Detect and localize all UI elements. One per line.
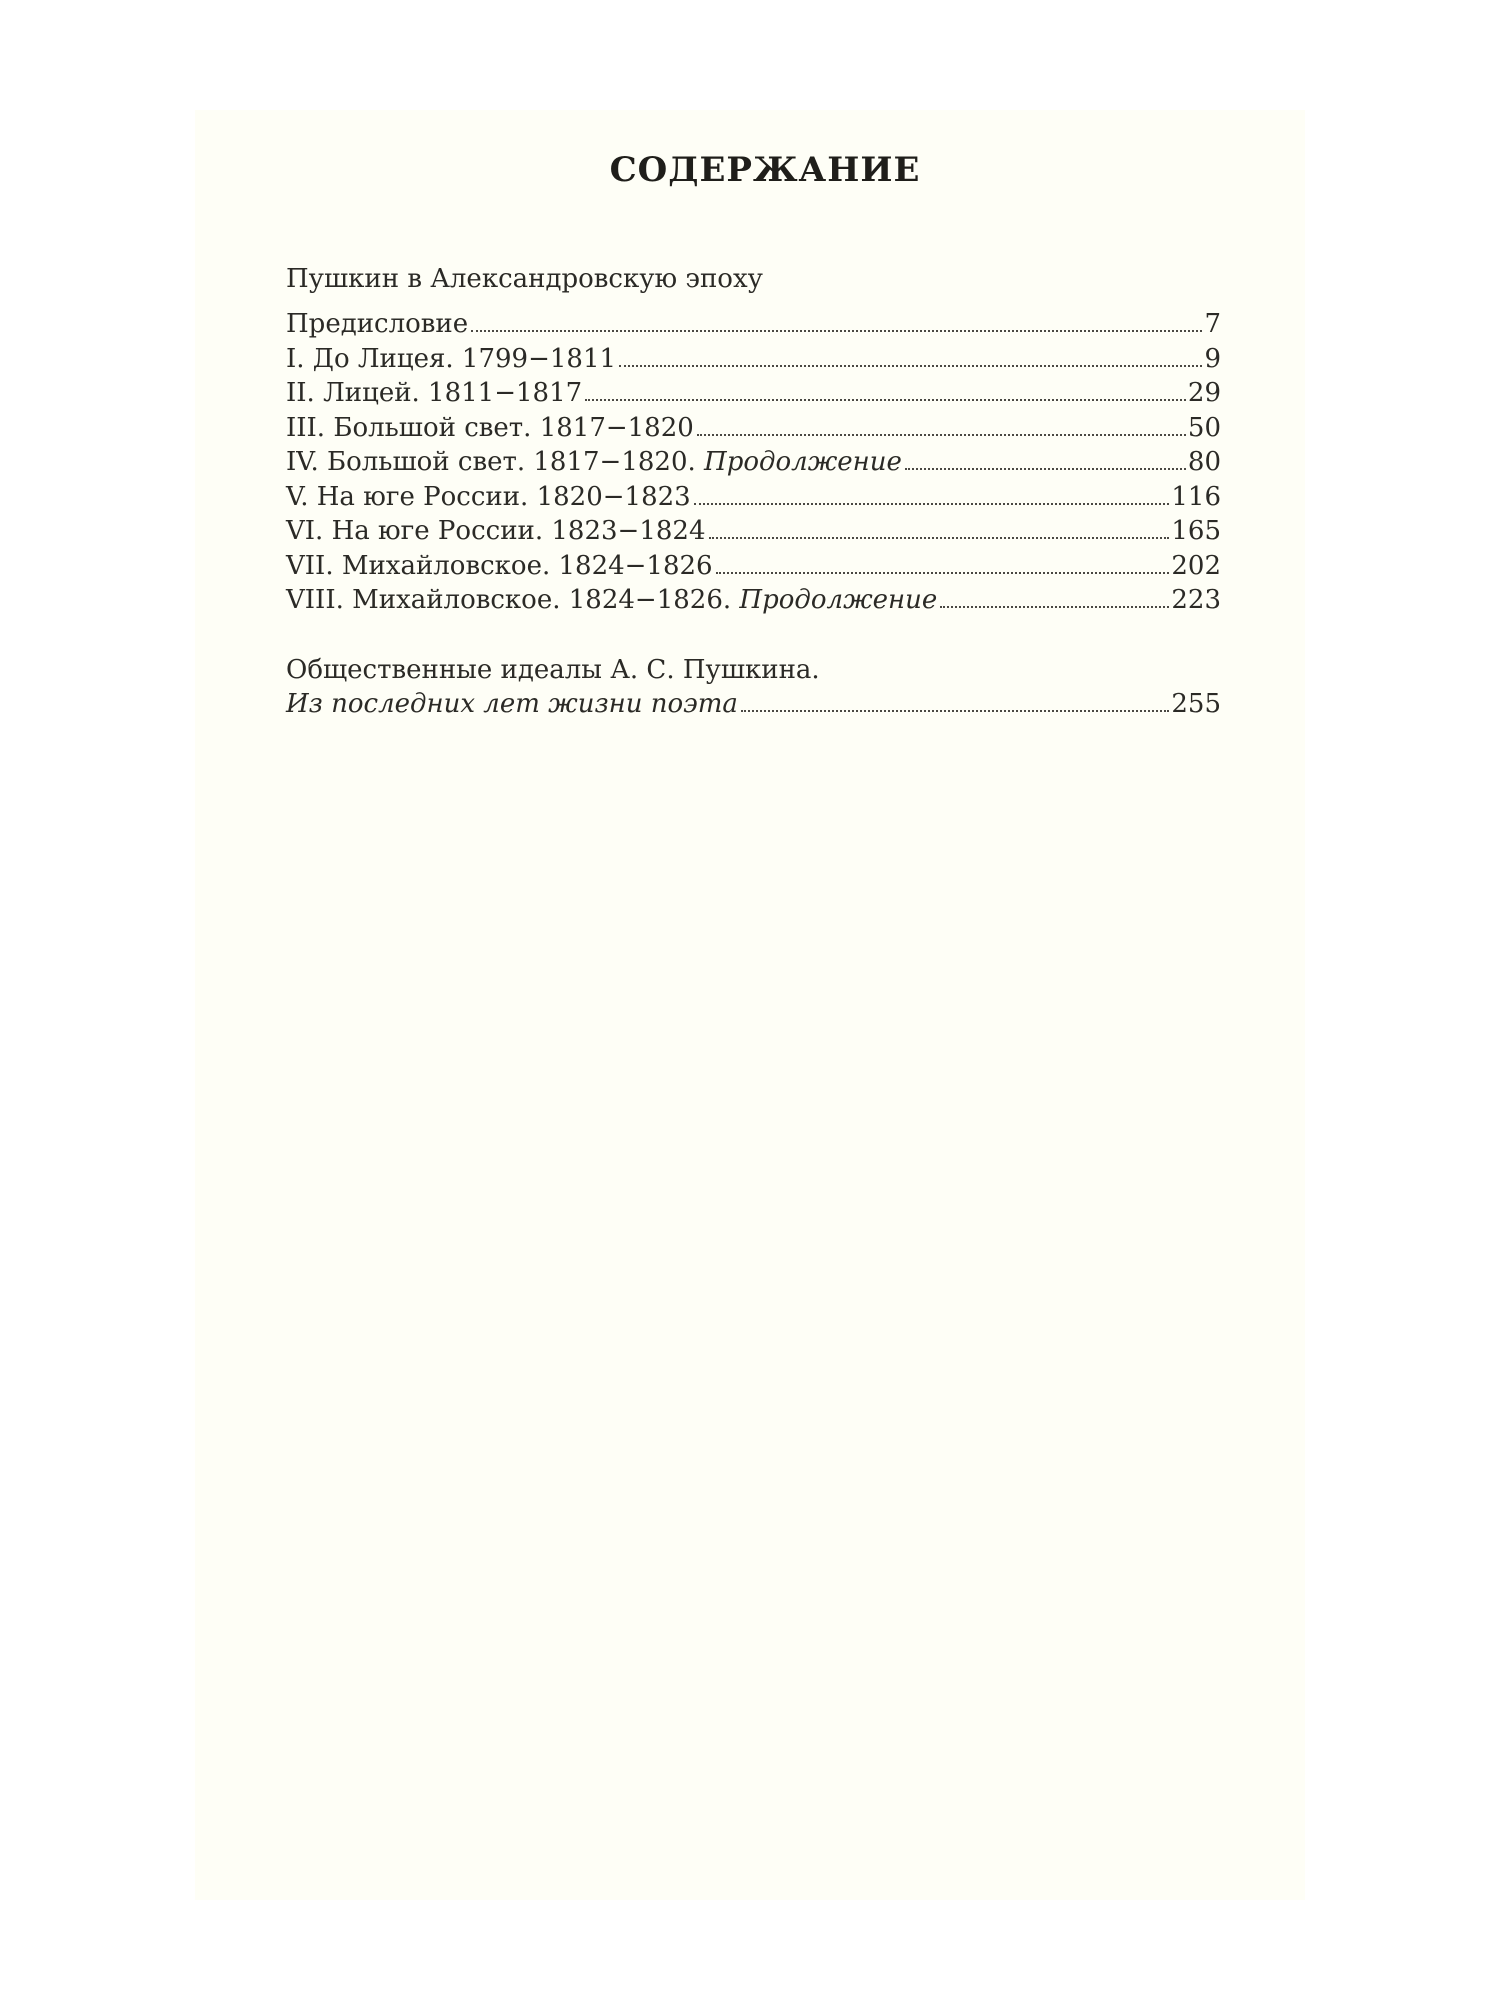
toc-entry-label: III. Большой свет. 1817−1820 bbox=[286, 412, 694, 443]
toc-entry-page: 202 bbox=[1171, 550, 1221, 581]
dot-leader bbox=[905, 468, 1186, 470]
table-of-contents bbox=[286, 262, 1221, 721]
toc-entry-label: I. До Лицея. 1799−1811 bbox=[286, 343, 617, 374]
toc-entry-label: Предисловие bbox=[286, 309, 469, 339]
toc-entry-label: VIII. Михайловское. 1824−1826. Продолжение bbox=[286, 585, 938, 615]
toc-entry-chapter-3[interactable] bbox=[286, 411, 1221, 446]
dot-leader bbox=[471, 330, 1202, 332]
toc-entry-chapter-5[interactable] bbox=[286, 480, 1221, 515]
toc-entry-label: IV. Большой свет. 1817−1820. Продолжение bbox=[286, 447, 902, 477]
dot-leader bbox=[697, 434, 1186, 436]
toc-entry-chapter-2[interactable] bbox=[286, 376, 1221, 411]
toc-entry-chapter-7[interactable] bbox=[286, 549, 1221, 584]
toc-entry-label: VII. Михайловское. 1824−1826 bbox=[286, 550, 713, 581]
toc-entry-label: II. Лицей. 1811−1817 bbox=[286, 378, 583, 408]
dot-leader bbox=[741, 710, 1169, 712]
toc-entry-label: V. На юге России. 1820−1823 bbox=[286, 481, 691, 512]
dot-leader bbox=[619, 365, 1202, 367]
toc-entry-chapter-1[interactable] bbox=[286, 342, 1221, 377]
toc-entry-page: 50 bbox=[1187, 412, 1221, 443]
dot-leader bbox=[716, 572, 1170, 574]
toc-entry-essay[interactable] bbox=[286, 687, 1221, 722]
toc-entry-label: Из последних лет жизни поэта bbox=[286, 688, 738, 719]
toc-entry-page: 9 bbox=[1204, 343, 1221, 374]
toc-entry-page: 223 bbox=[1171, 585, 1221, 615]
section-heading: Пушкин в Александровскую эпоху bbox=[286, 264, 763, 294]
toc-entry-page: 165 bbox=[1171, 516, 1221, 546]
toc-entry-page: 255 bbox=[1171, 688, 1221, 719]
dot-leader bbox=[585, 399, 1186, 401]
toc-entry-chapter-6[interactable] bbox=[286, 514, 1221, 549]
toc-entry-label: VI. На юге России. 1823−1824 bbox=[286, 516, 706, 546]
toc-entry-page: 80 bbox=[1187, 447, 1221, 477]
document-page bbox=[195, 110, 1305, 1900]
dot-leader bbox=[709, 537, 1170, 539]
toc-entry-chapter-4[interactable] bbox=[286, 445, 1221, 480]
toc-entry-page: 116 bbox=[1171, 481, 1221, 512]
toc-entry-page: 7 bbox=[1204, 309, 1221, 339]
dot-leader bbox=[694, 503, 1170, 505]
toc-entry-page: 29 bbox=[1187, 378, 1221, 408]
dot-leader bbox=[940, 606, 1169, 608]
section-heading: Общественные идеалы А. С. Пушкина. bbox=[286, 654, 820, 685]
toc-entry-chapter-8[interactable] bbox=[286, 583, 1221, 618]
toc-entry-preface[interactable] bbox=[286, 307, 1221, 342]
page-title: СОДЕРЖАНИЕ bbox=[609, 150, 921, 190]
section-spacer bbox=[286, 618, 1221, 653]
